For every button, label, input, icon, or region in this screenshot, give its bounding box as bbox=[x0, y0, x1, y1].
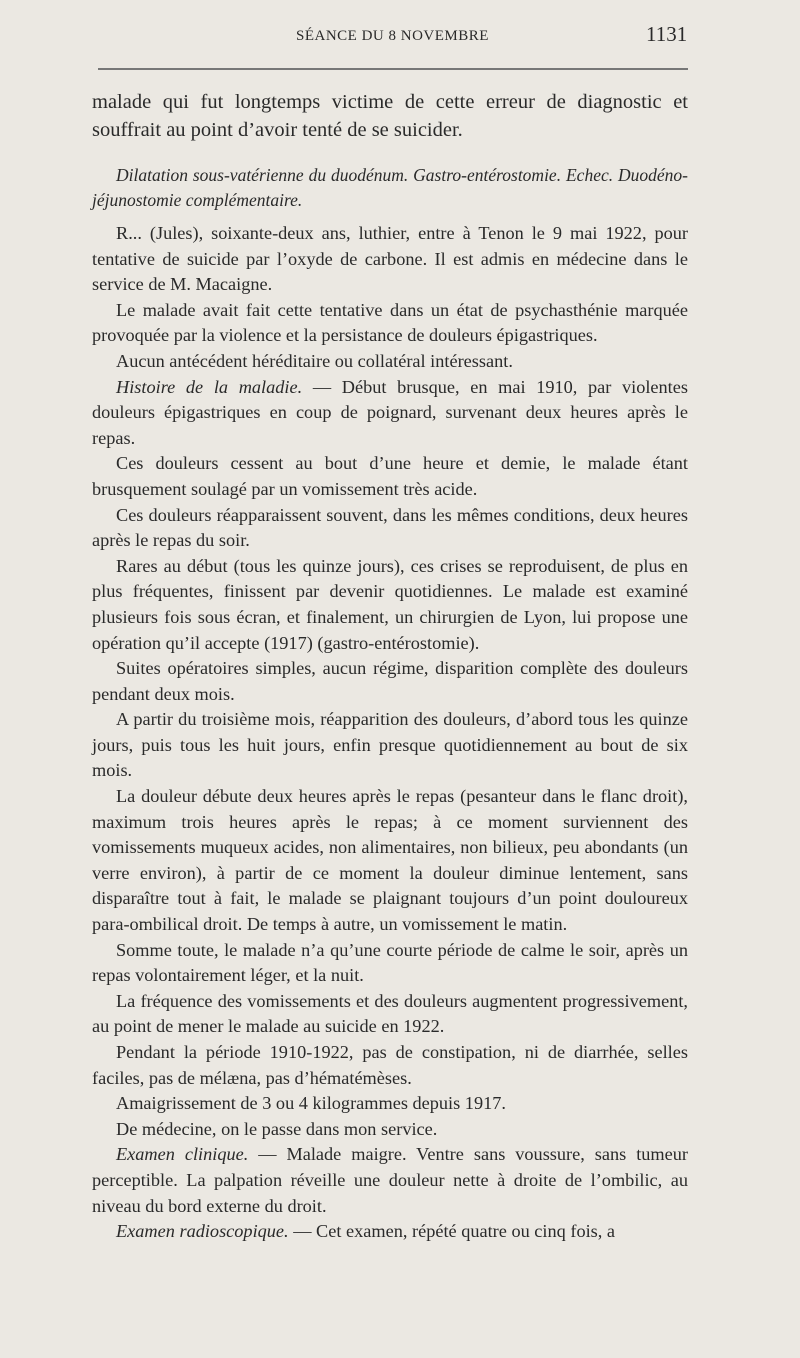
paragraph bbox=[92, 784, 688, 938]
paragraph bbox=[92, 221, 688, 298]
case-paragraphs bbox=[92, 221, 688, 1245]
paragraph-text: — Malade maigre. Ventre sans voussure, sans tumeur perceptible. La palpation réveille une douleur nette à droite de l’ombilic, au niveau du bord externe du droit. bbox=[92, 1144, 688, 1216]
paragraph bbox=[92, 989, 688, 1040]
paragraph-text: — Cet examen, répété quatre ou cinq fois, a bbox=[288, 1221, 616, 1242]
page-body bbox=[92, 88, 688, 1245]
paragraph-lead: Examen radioscopique. bbox=[116, 1221, 289, 1242]
paragraph-text: La douleur débute deux heures après le repas (pesanteur dans le flanc droit), maximum trois heures après le repas; à ce moment surviennent des vomissements muqueux acides, non alimentaires, non bilieux, peu abondants (un verre environ), à partir de ce moment la douleur diminue lentement, sans disparaître tout à fait, le malade se plaignant toujours d’un point douloureux para-ombilical droit. De temps à autre, un vomissement le matin. bbox=[92, 786, 688, 935]
paragraph bbox=[92, 451, 688, 502]
paragraph bbox=[92, 503, 688, 554]
paragraph bbox=[92, 298, 688, 349]
continuation-paragraph: malade qui fut longtemps victime de cette erreur de diagnostic et souffrait au point d’avoir tenté de se suicider. bbox=[92, 91, 688, 141]
paragraph-text: Amaigrissement de 3 ou 4 kilogrammes depuis 1917. bbox=[116, 1093, 506, 1114]
paragraph-text: Ces douleurs réapparaissent souvent, dans les mêmes conditions, deux heures après le repas du soir. bbox=[92, 504, 688, 551]
paragraph-text: Ces douleurs cessent au bout d’une heure et demie, le malade étant brusquement soulagé par un vomissement très acide. bbox=[92, 453, 688, 499]
paragraph bbox=[92, 938, 688, 989]
paragraph-lead: Histoire de la maladie. bbox=[116, 376, 303, 397]
paragraph bbox=[92, 1091, 688, 1117]
running-title: SÉANCE DU 8 NOVEMBRE bbox=[296, 28, 489, 44]
paragraph bbox=[92, 349, 688, 375]
paragraph-text: De médecine, on le passe dans mon service. bbox=[116, 1118, 438, 1139]
header-rule bbox=[98, 68, 688, 70]
paragraph-text: Aucun antécédent héréditaire ou collatéral intéressant. bbox=[116, 350, 513, 371]
paragraph-lead: Examen clinique. bbox=[116, 1144, 249, 1165]
paragraph-text: Somme toute, le malade n’a qu’une courte période de calme le soir, après un repas volontairement léger, et la nuit. bbox=[92, 939, 688, 986]
paragraph bbox=[92, 554, 688, 656]
paragraph bbox=[92, 1117, 688, 1143]
paragraph-text: Pendant la période 1910-1922, pas de constipation, ni de diarrhée, selles faciles, pas de mélæna, pas d’hématémèses. bbox=[92, 1042, 688, 1088]
paragraph bbox=[92, 656, 688, 707]
paragraph-text: A partir du troisième mois, réapparition des douleurs, d’abord tous les quinze jours, puis tous les huit jours, enfin presque quotidiennement au bout de six mois. bbox=[92, 709, 688, 781]
paragraph-text: La fréquence des vomissements et des douleurs augmentent progressivement, au point de mener le malade au suicide en 1922. bbox=[92, 990, 688, 1037]
page-header bbox=[0, 20, 800, 50]
paragraph-text: — Début brusque, en mai 1910, par violentes douleurs épigastriques en coup de poignard, survenant deux heures après le repas. bbox=[92, 376, 688, 448]
page-number: 1131 bbox=[646, 22, 688, 46]
case-title: Dilatation sous-vatérienne du duodénum. Gastro-entérostomie. Echec. Duodéno-jéjunostomie complémentaire. bbox=[92, 165, 688, 210]
paragraph-text: Suites opératoires simples, aucun régime, disparition complète des douleurs pendant deux mois. bbox=[92, 658, 688, 704]
paragraph bbox=[92, 1040, 688, 1091]
paragraph-text: Le malade avait fait cette tentative dans un état de psychasthénie marquée provoquée par la violence et la persistance de douleurs épigastriques. bbox=[92, 299, 688, 346]
paragraph-text: R... (Jules), soixante-deux ans, luthier, entre à Tenon le 9 mai 1922, pour tentative de suicide par l’oxyde de carbone. Il est admis en médecine dans le service de M. Macaigne. bbox=[92, 223, 688, 295]
paragraph bbox=[92, 707, 688, 784]
paragraph bbox=[92, 375, 688, 452]
paragraph bbox=[92, 1219, 688, 1245]
paragraph bbox=[92, 1142, 688, 1219]
paragraph-text: Rares au début (tous les quinze jours), ces crises se reproduisent, de plus en plus fréquentes, finissent par devenir quotidiennes. Le malade est examiné plusieurs fois sous écran, et finalement, un chirurgien de Lyon, lui propose une opération qu’il accepte (1917) (gastro-entérostomie). bbox=[92, 555, 688, 653]
